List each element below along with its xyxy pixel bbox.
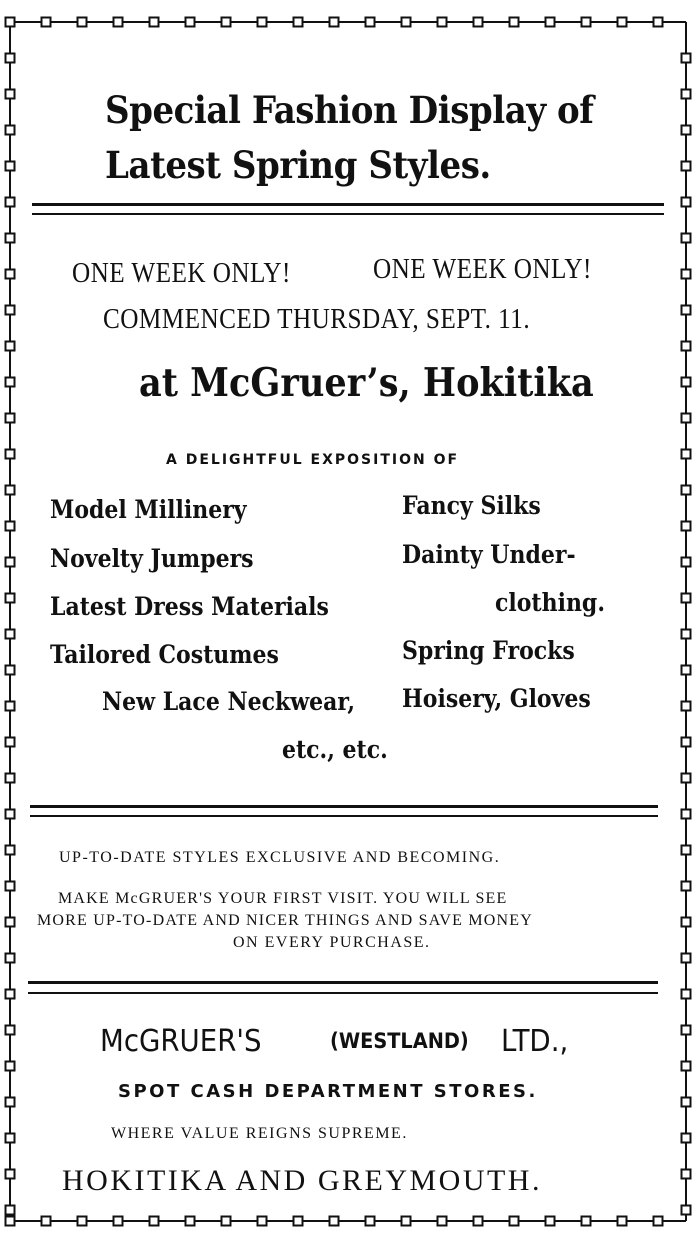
double-rule-top-b: [32, 213, 664, 215]
one-week-only-left: ONE WEEK ONLY!: [72, 258, 291, 289]
company-region: (WESTLAND): [330, 1029, 469, 1053]
store-location: at McGruer’s, Hokitika: [139, 360, 594, 406]
double-rule-bottom-b: [28, 992, 658, 994]
headline-line-1: Special Fashion Display of: [105, 88, 594, 132]
commenced-date: COMMENCED THURSDAY, SEPT. 11.: [103, 304, 531, 335]
company-name: McGRUER'S: [100, 1024, 262, 1059]
exposition-heading: A DELIGHTFUL EXPOSITION OF: [166, 452, 460, 468]
promo-line-1: UP-TO-DATE STYLES EXCLUSIVE AND BECOMING.: [59, 849, 501, 866]
item-dainty-under: Dainty Under-: [402, 540, 576, 569]
item-spring-frocks: Spring Frocks: [402, 636, 575, 665]
company-ltd: LTD.,: [501, 1024, 569, 1059]
item-clothing: clothing.: [495, 588, 605, 617]
item-novelty-jumpers: Novelty Jumpers: [50, 544, 254, 573]
item-etc: etc., etc.: [282, 735, 388, 764]
promo-line-2: MAKE McGRUER'S YOUR FIRST VISIT. YOU WILL SEE: [58, 890, 508, 907]
item-tailored-costumes: Tailored Costumes: [50, 640, 279, 669]
promo-line-3: MORE UP-TO-DATE AND NICER THINGS AND SAVE MONEY: [37, 912, 533, 929]
stores-line: SPOT CASH DEPARTMENT STORES.: [118, 1081, 538, 1102]
item-new-lace-neckwear: New Lace Neckwear,: [102, 687, 356, 716]
double-rule-mid-b: [30, 815, 658, 817]
item-fancy-silks: Fancy Silks: [402, 491, 541, 520]
slogan: WHERE VALUE REIGNS SUPREME.: [111, 1125, 408, 1142]
item-latest-dress-materials: Latest Dress Materials: [50, 592, 329, 621]
one-week-only-right: ONE WEEK ONLY!: [373, 254, 592, 285]
double-rule-mid-a: [30, 805, 658, 808]
item-model-millinery: Model Millinery: [50, 495, 247, 524]
item-hosiery-gloves: Hoisery, Gloves: [402, 684, 591, 713]
towns: HOKITIKA AND GREYMOUTH.: [62, 1164, 542, 1197]
double-rule-top-a: [32, 203, 664, 206]
headline-line-2: Latest Spring Styles.: [105, 143, 491, 187]
promo-line-4: ON EVERY PURCHASE.: [233, 934, 431, 951]
double-rule-bottom-a: [28, 981, 658, 984]
